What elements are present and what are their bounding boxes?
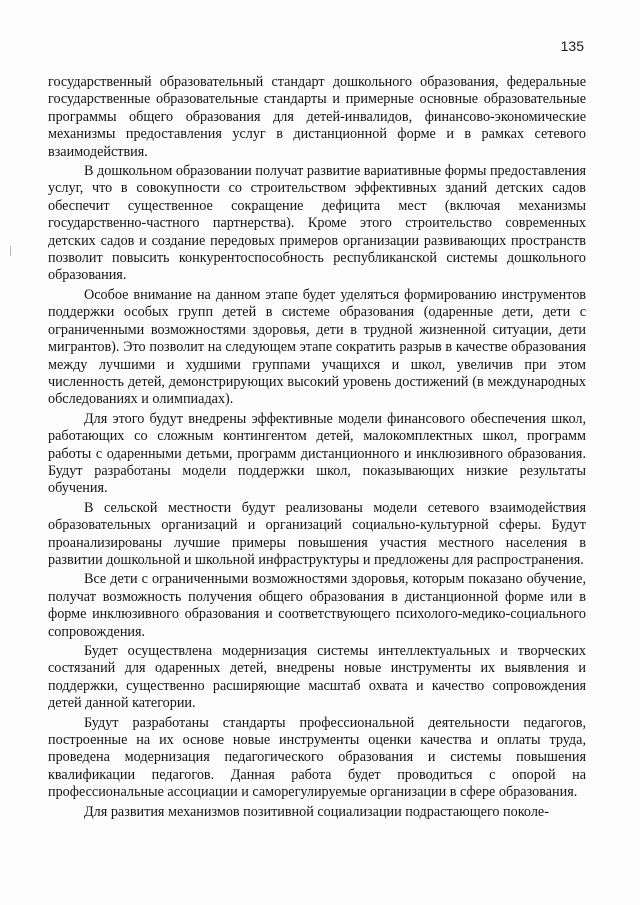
paragraph-4: Для этого будут внедрены эффективные модели финансового обеспечения школ, работающих со сложным контингентом детей, малокомплектных школ, программ работы с одаренными детьми, программ дистанционного и инклюзивного образования. Будут разработаны модели поддержки школ, показывающих низкие результаты обучения. [48,410,586,497]
body-text [48,74,586,823]
paragraph-1: государственный образовательный стандарт дошкольного образования, федеральные государственные образовательные стандарты и примерные основные образовательные программы общего образования для детей-инвалидов, финансово-экономические механизмы предоставления услуг в дистанционной форме и в рамках сетевого взаимодействия. [48,74,586,160]
page-number: 135 [560,38,584,54]
paragraph-9: Для развития механизмов позитивной социализации подрастающего поколе- [84,803,549,820]
scan-margin-mark [10,246,11,256]
paragraph-2: В дошкольном образовании получат развитие вариативные формы предоставления услуг, что в совокупности со строительством эффективных зданий детских садов обеспечит существенное сокращение дефицита мест (включая механизмы государственно-частного партнерства). Кроме этого строительство современных детских садов и создание передовых примеров организации развивающих пространств позволит повысить конкурентоспособность республиканской системы дошкольного образования. [48,163,586,284]
paragraph-6: Все дети с ограниченными возможностями здоровья, которым показано обучение, получат возможность получения общего образования в дистанционной форме или в форме инклюзивного образования и соответствующего психолого-медико-социального сопровождения. [48,571,586,640]
paragraph-7: Будет осуществлена модернизация системы интеллектуальных и творческих состязаний для одаренных детей, внедрены новые инструменты их выявления и поддержки, существенно расширяющие масштаб охвата и качество сопровождения детей данной категории. [48,643,586,712]
paragraph-8: Будут разработаны стандарты профессиональной деятельности педагогов, построенные на их основе новые инструменты оценки качества и оплаты труда, проведена модернизация педагогического образования и системы повышения квалификации педагогов. Данная работа будет проводиться с опорой на профессиональные ассоциации и саморегулируемые организации в сфере образования. [48,714,586,801]
paragraph-5: В сельской местности будут реализованы модели сетевого взаимодействия образовательных организаций и организаций социально-культурной сферы. Будут проанализированы лучшие примеры повышения участия местного населения в развитии дошкольной и школьной инфраструктуры и предложены для распространения. [48,499,586,568]
paragraph-3: Особое внимание на данном этапе будет уделяться формированию инструментов поддержки особых групп детей в системе образования (одаренные дети, дети с ограниченными возможностями здоровья, дети в трудной жизненной ситуации, дети мигрантов). Это позволит на следующем этапе сократить разрыв в качестве образования между лучшими и худшими группами учащихся и школ, увеличив при этом численность детей, демонстрирующих высокий уровень достижений (в международных обследованиях и олимпиадах). [48,286,586,408]
